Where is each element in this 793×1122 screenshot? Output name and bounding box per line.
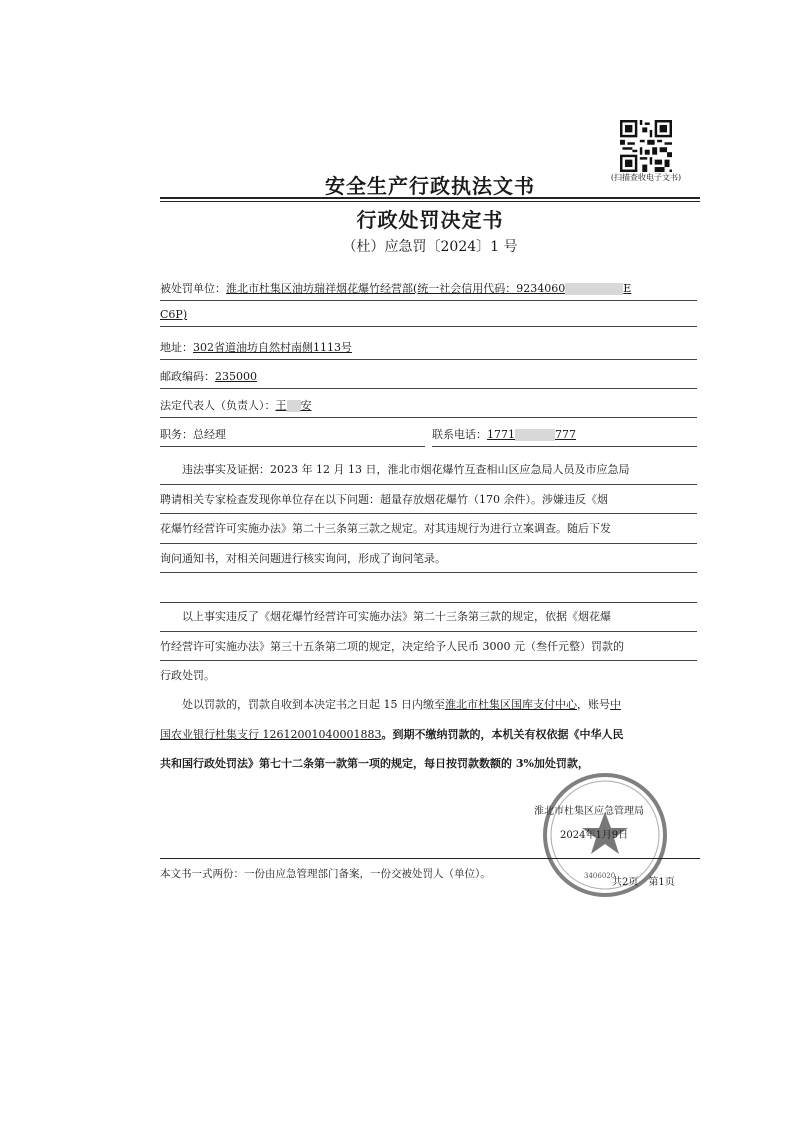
phone-value-b: 777 xyxy=(555,428,576,441)
phone-value-a: 1771 xyxy=(487,428,515,441)
facts-line-4: 询问通知书，对相关问题进行核实询问，形成了询问笔录。 xyxy=(160,544,697,574)
facts-line-1: 违法事实及证据：2023 年 12 月 13 日，淮北市烟花爆竹互查相山区应急局人员及市应急局 xyxy=(160,455,697,485)
representative-line xyxy=(160,395,697,418)
payment-line-1 xyxy=(160,690,697,720)
party-value-tail: E xyxy=(623,282,632,295)
page-info: 共2页 第1页 xyxy=(612,877,675,888)
party-line-1 xyxy=(160,278,697,301)
job-line xyxy=(160,424,425,447)
footer-divider xyxy=(160,858,700,859)
address-label: 地址： xyxy=(160,341,193,354)
phone-line xyxy=(432,424,697,447)
job-label: 职务： xyxy=(160,428,193,441)
redaction-mask xyxy=(565,283,623,295)
phone-label: 联系电话： xyxy=(432,428,487,441)
document-number: （杜）应急罚〔2024〕1 号 xyxy=(342,239,518,255)
payment-paragraph xyxy=(160,690,697,779)
party-value: 淮北市杜集区油坊瑞祥烟花爆竹经营部(统一社会信用代码：9234060 xyxy=(226,282,566,295)
payment-account: 国农业银行杜集支行 12612001040001883 xyxy=(160,727,382,741)
party-line-2 xyxy=(160,304,697,327)
decision-line-1: 以上事实违反了《烟花爆竹经营许可实施办法》第二十三条第三款的规定，依据《烟花爆 xyxy=(160,602,697,632)
facts-line-2: 聘请相关专家检查发现你单位存在以下问题：超量存放烟花爆竹（170 余件）。涉嫌违反《烟 xyxy=(160,485,697,515)
redaction-mask xyxy=(287,400,301,412)
facts-paragraph xyxy=(160,455,697,603)
header-divider-thick xyxy=(160,197,700,199)
redaction-mask xyxy=(515,429,555,441)
payment-treasury: 淮北市杜集区国库支付中心 xyxy=(445,698,577,711)
seal-organization: 淮北市杜集区应急管理局 xyxy=(534,806,644,817)
payment-warning-a: 。到期不缴纳罚款的，本机关有权依据《中华人民 xyxy=(381,727,624,741)
payment-text-d: 中 xyxy=(610,698,621,711)
seal-date: 2024年1月9日 xyxy=(560,830,629,841)
qr-code-icon xyxy=(620,120,672,172)
representative-value-b: 安 xyxy=(300,399,312,412)
document-category: 安全生产行政执法文书 xyxy=(325,174,535,198)
footer-note: 本文书一式两份：一份由应急管理部门备案，一份交被处罚人（单位）。 xyxy=(160,868,491,880)
payment-line-2 xyxy=(160,720,697,750)
representative-label: 法定代表人（负责人）： xyxy=(160,399,276,412)
decision-paragraph xyxy=(160,602,697,691)
postcode-value: 235000 xyxy=(215,370,257,383)
qr-caption: (扫描查收电子文书) xyxy=(610,173,682,182)
decision-line-3: 行政处罚。 xyxy=(160,669,215,682)
address-value: 302省道油坊自然村南侧1113号 xyxy=(193,341,352,354)
party-label: 被处罚单位： xyxy=(160,282,226,295)
payment-text-a: 处以罚款的，罚款自收到本决定书之日起 15 日内缴至 xyxy=(182,698,445,711)
facts-line-3: 花爆竹经营许可实施办法》第二十三条第三款之规定。对其违规行为进行立案调查。随后下发 xyxy=(160,514,697,544)
decision-line-2: 竹经营许可实施办法》第三十五条第二项的规定，决定给予人民币 3000 元（叁仟元整）罚款的 xyxy=(160,632,697,662)
document-title: 行政处罚决定书 xyxy=(356,208,504,232)
facts-blank-line xyxy=(160,573,697,603)
postcode-label: 邮政编码： xyxy=(160,370,215,383)
job-value: 总经理 xyxy=(193,428,226,441)
address-line xyxy=(160,337,697,360)
party-value-line2: C6P) xyxy=(160,308,188,321)
representative-value-a: 王 xyxy=(275,399,287,412)
header-divider-thin xyxy=(160,201,700,202)
seal-code: 3406020 xyxy=(584,872,616,880)
postcode-line xyxy=(160,366,697,389)
payment-text-c: ，账号 xyxy=(577,698,610,711)
payment-line-3: 共和国行政处罚法》第七十二条第一款第一项的规定，每日按罚款数额的 3%加处罚款， xyxy=(160,757,589,770)
